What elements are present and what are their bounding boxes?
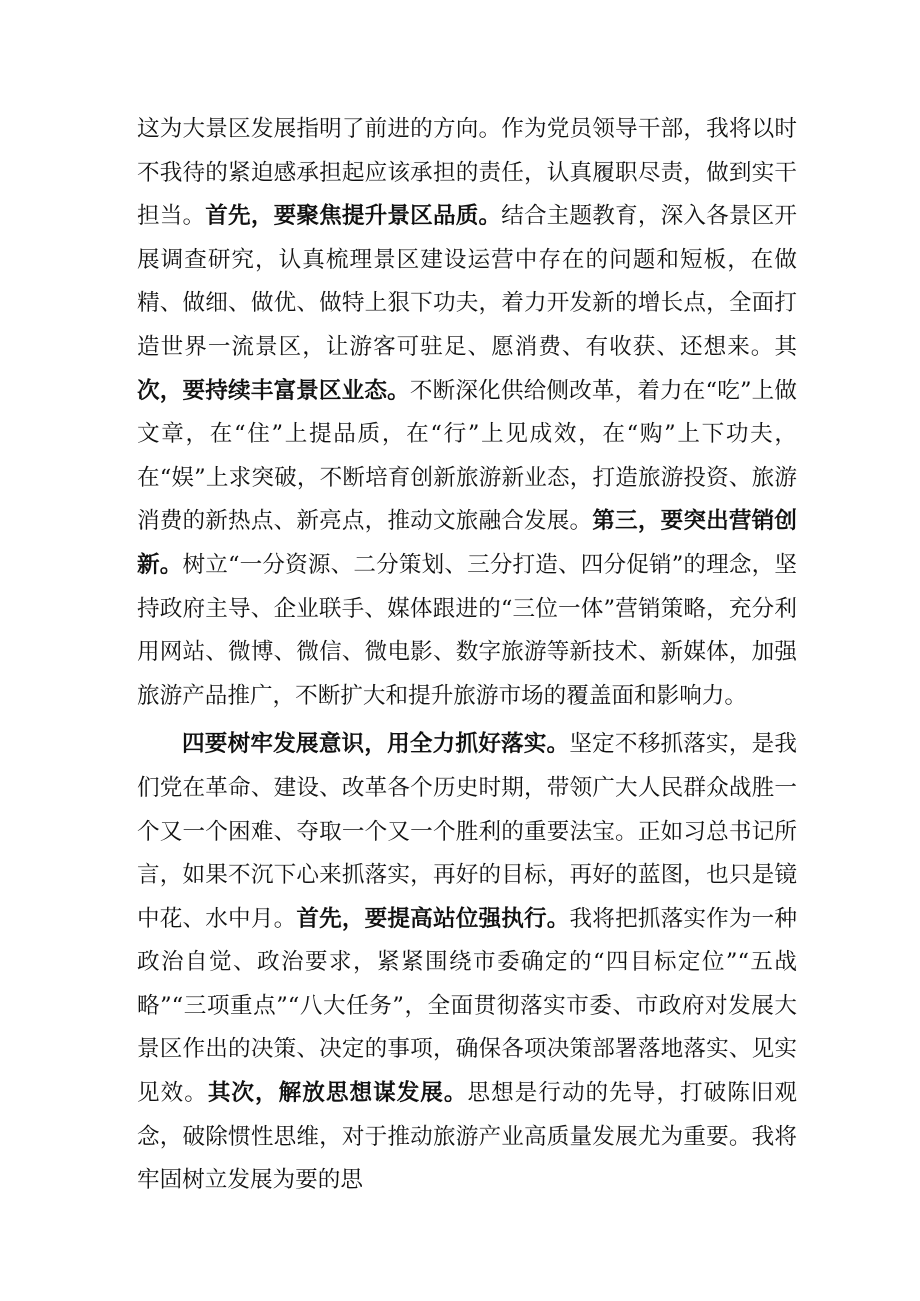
bold-point-second: 次，要持续丰富景区业态。 xyxy=(137,377,410,404)
paragraph-implementation xyxy=(137,723,797,1203)
bold-point-second: 其次，解放思想谋发展。 xyxy=(207,1080,468,1107)
paragraph-tourism-quality xyxy=(137,108,797,718)
bold-point-first: 首先，要提高站位强执行。 xyxy=(296,905,570,932)
paragraph-text: 思想是行动的先导，打破陈旧观念，破除惯性思维，对于推动旅游产业高质量发展尤为重要。我将牢固树立发展为要的思 xyxy=(137,1080,798,1194)
bold-point-third: 第三，要突出营销创新。 xyxy=(137,508,798,578)
body-text xyxy=(137,108,797,1203)
paragraph-text: 我将把抓落实作为一种政治自觉、政治要求，紧紧围绕市委确定的“四目标定位”“五战略”“三项重点”“八大任务”，全面贯彻落实市委、市政府对发展大景区作出的决策、决定的事项，确保各项决策部署落地落实、见实见效。 xyxy=(137,905,798,1107)
section-heading: 四要树牢发展意识，用全力抓好落实。 xyxy=(182,731,570,758)
paragraph-text: 结合主题教育，深入各景区开展调查研究，认真梳理景区建设运营中存在的问题和短板，在做精、做细、做优、做特上狠下功夫，着力开发新的增长点，全面打造世界一流景区，让游客可驻足、愿消费、有收获、还想来。其 xyxy=(137,203,798,360)
paragraph-text: 不断深化供给侧改革，着力在“吃”上做文章，在“住”上提品质，在“行”上见成效，在“购”上下功夫，在“娱”上求突破，不断培育创新旅游新业态，打造旅游投资、旅游消费的新热点、新亮点，推动文旅融合发展。 xyxy=(137,377,797,535)
bold-point-first: 首先，要聚焦提升景区品质。 xyxy=(205,203,502,230)
paragraph-text: 这为大景区发展指明了前进的方向。作为党员领导干部，我将以时不我待的紧迫感承担起应该承担的责任，认真履职尽责，做到实干担当。 xyxy=(137,116,797,230)
paragraph-text: 树立“一分资源、二分策划、三分打造、四分促销”的理念，坚持政府主导、企业联手、媒体跟进的“三位一体”营销策略，充分利用网站、微博、微信、微电影、数字旅游等新技术、新媒体，加强旅游产品推广，不断扩大和提升旅游市场的覆盖面和影响力。 xyxy=(137,551,797,709)
paragraph-text: 坚定不移抓落实，是我们党在革命、建设、改革各个历史时期，带领广大人民群众战胜一个又一个困难、夺取一个又一个胜利的重要法宝。正如习总书记所言，如果不沉下心来抓落实，再好的目标，再好的蓝图，也只是镜中花、水中月。 xyxy=(137,731,798,932)
